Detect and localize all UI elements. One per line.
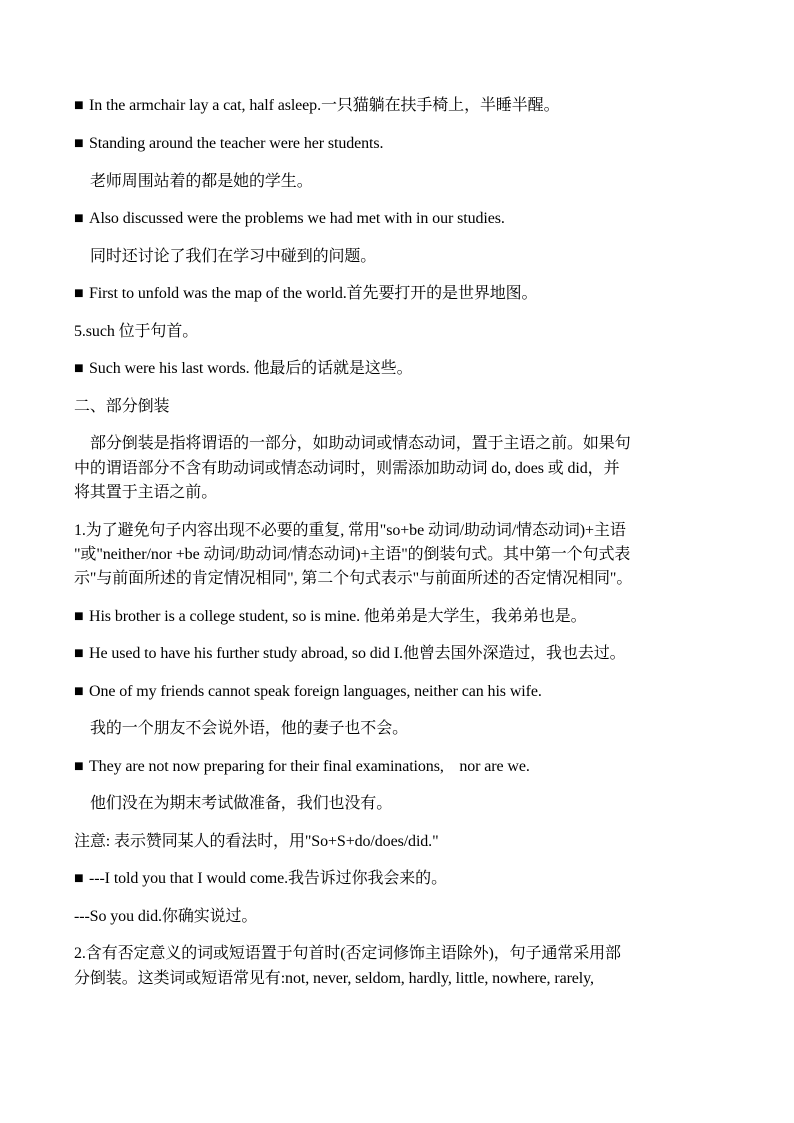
line-14: "或"neither/nor +be 动词/助动词/情态动词)+主语"的倒装句式。其中第一个句式表 (74, 546, 631, 563)
line-4: ■Also discussed were the problems we had met with in our studies. (74, 209, 505, 229)
line-12: 将其置于主语之前。 (74, 484, 218, 501)
line-25: 2.含有否定意义的词或短语置于句首时(否定词修饰主语除外)，句子通常采用部 (74, 945, 621, 962)
line-5: 同时还讨论了我们在学习中碰到的问题。 (90, 248, 377, 265)
square-bullet-icon (74, 359, 89, 379)
line-7: 5.such 位于句首。 (74, 323, 199, 340)
square-bullet-icon (74, 757, 89, 777)
line-17: ■He used to have his further study abroad, so did I.他曾去国外深造过，我也去过。 (74, 644, 626, 664)
section-heading: 二、部分倒装 (74, 398, 170, 415)
line-20: ■They are not now preparing for their final examinations, nor are we. (74, 757, 530, 777)
line-15: 示"与前面所述的肯定情况相同", 第二个句式表示"与前面所述的否定情况相同"。 (74, 570, 633, 587)
square-bullet-icon (74, 644, 89, 664)
line-21: 他们没在为期末考试做准备，我们也没有。 (90, 795, 393, 812)
square-bullet-icon (74, 869, 89, 889)
line-10: 部分倒装是指将谓语的一部分，如助动词或情态动词，置于主语之前。如果句 (90, 435, 631, 452)
square-bullet-icon (74, 607, 89, 627)
note-line: 注意: 表示赞同某人的看法时，用"So+S+do/does/did." (74, 833, 439, 850)
line-23: ■---I told you that I would come.我告诉过你我会来的。 (74, 869, 447, 889)
square-bullet-icon (74, 682, 89, 702)
square-bullet-icon (74, 96, 89, 116)
line-8: ■Such were his last words. 他最后的话就是这些。 (74, 359, 413, 379)
line-19: 我的一个朋友不会说外语，他的妻子也不会。 (90, 720, 409, 737)
line-11: 中的谓语部分不含有助动词或情态动词时，则需添加助动词 do, does 或 did，并 (74, 460, 620, 477)
line-3: 老师周围站着的都是她的学生。 (90, 173, 313, 190)
line-26: 分倒装。这类词或短语常见有:not, never, seldom, hardly, little, nowhere, rarely, (74, 970, 594, 987)
line-13: 1.为了避免句子内容出现不必要的重复, 常用"so+be 动词/助动词/情态动词)+主语 (74, 522, 626, 539)
line-24: ---So you did.你确实说过。 (74, 908, 258, 925)
line-1: ■In the armchair lay a cat, half asleep.一只猫躺在扶手椅上，半睡半醒。 (74, 96, 559, 116)
square-bullet-icon (74, 284, 89, 304)
line-16: ■His brother is a college student, so is mine. 他弟弟是大学生，我弟弟也是。 (74, 607, 587, 627)
line-6: ■First to unfold was the map of the world.首先要打开的是世界地图。 (74, 284, 537, 304)
square-bullet-icon (74, 134, 89, 154)
square-bullet-icon (74, 209, 89, 229)
line-18: ■One of my friends cannot speak foreign languages, neither can his wife. (74, 682, 542, 702)
line-2: ■Standing around the teacher were her students. (74, 134, 383, 154)
